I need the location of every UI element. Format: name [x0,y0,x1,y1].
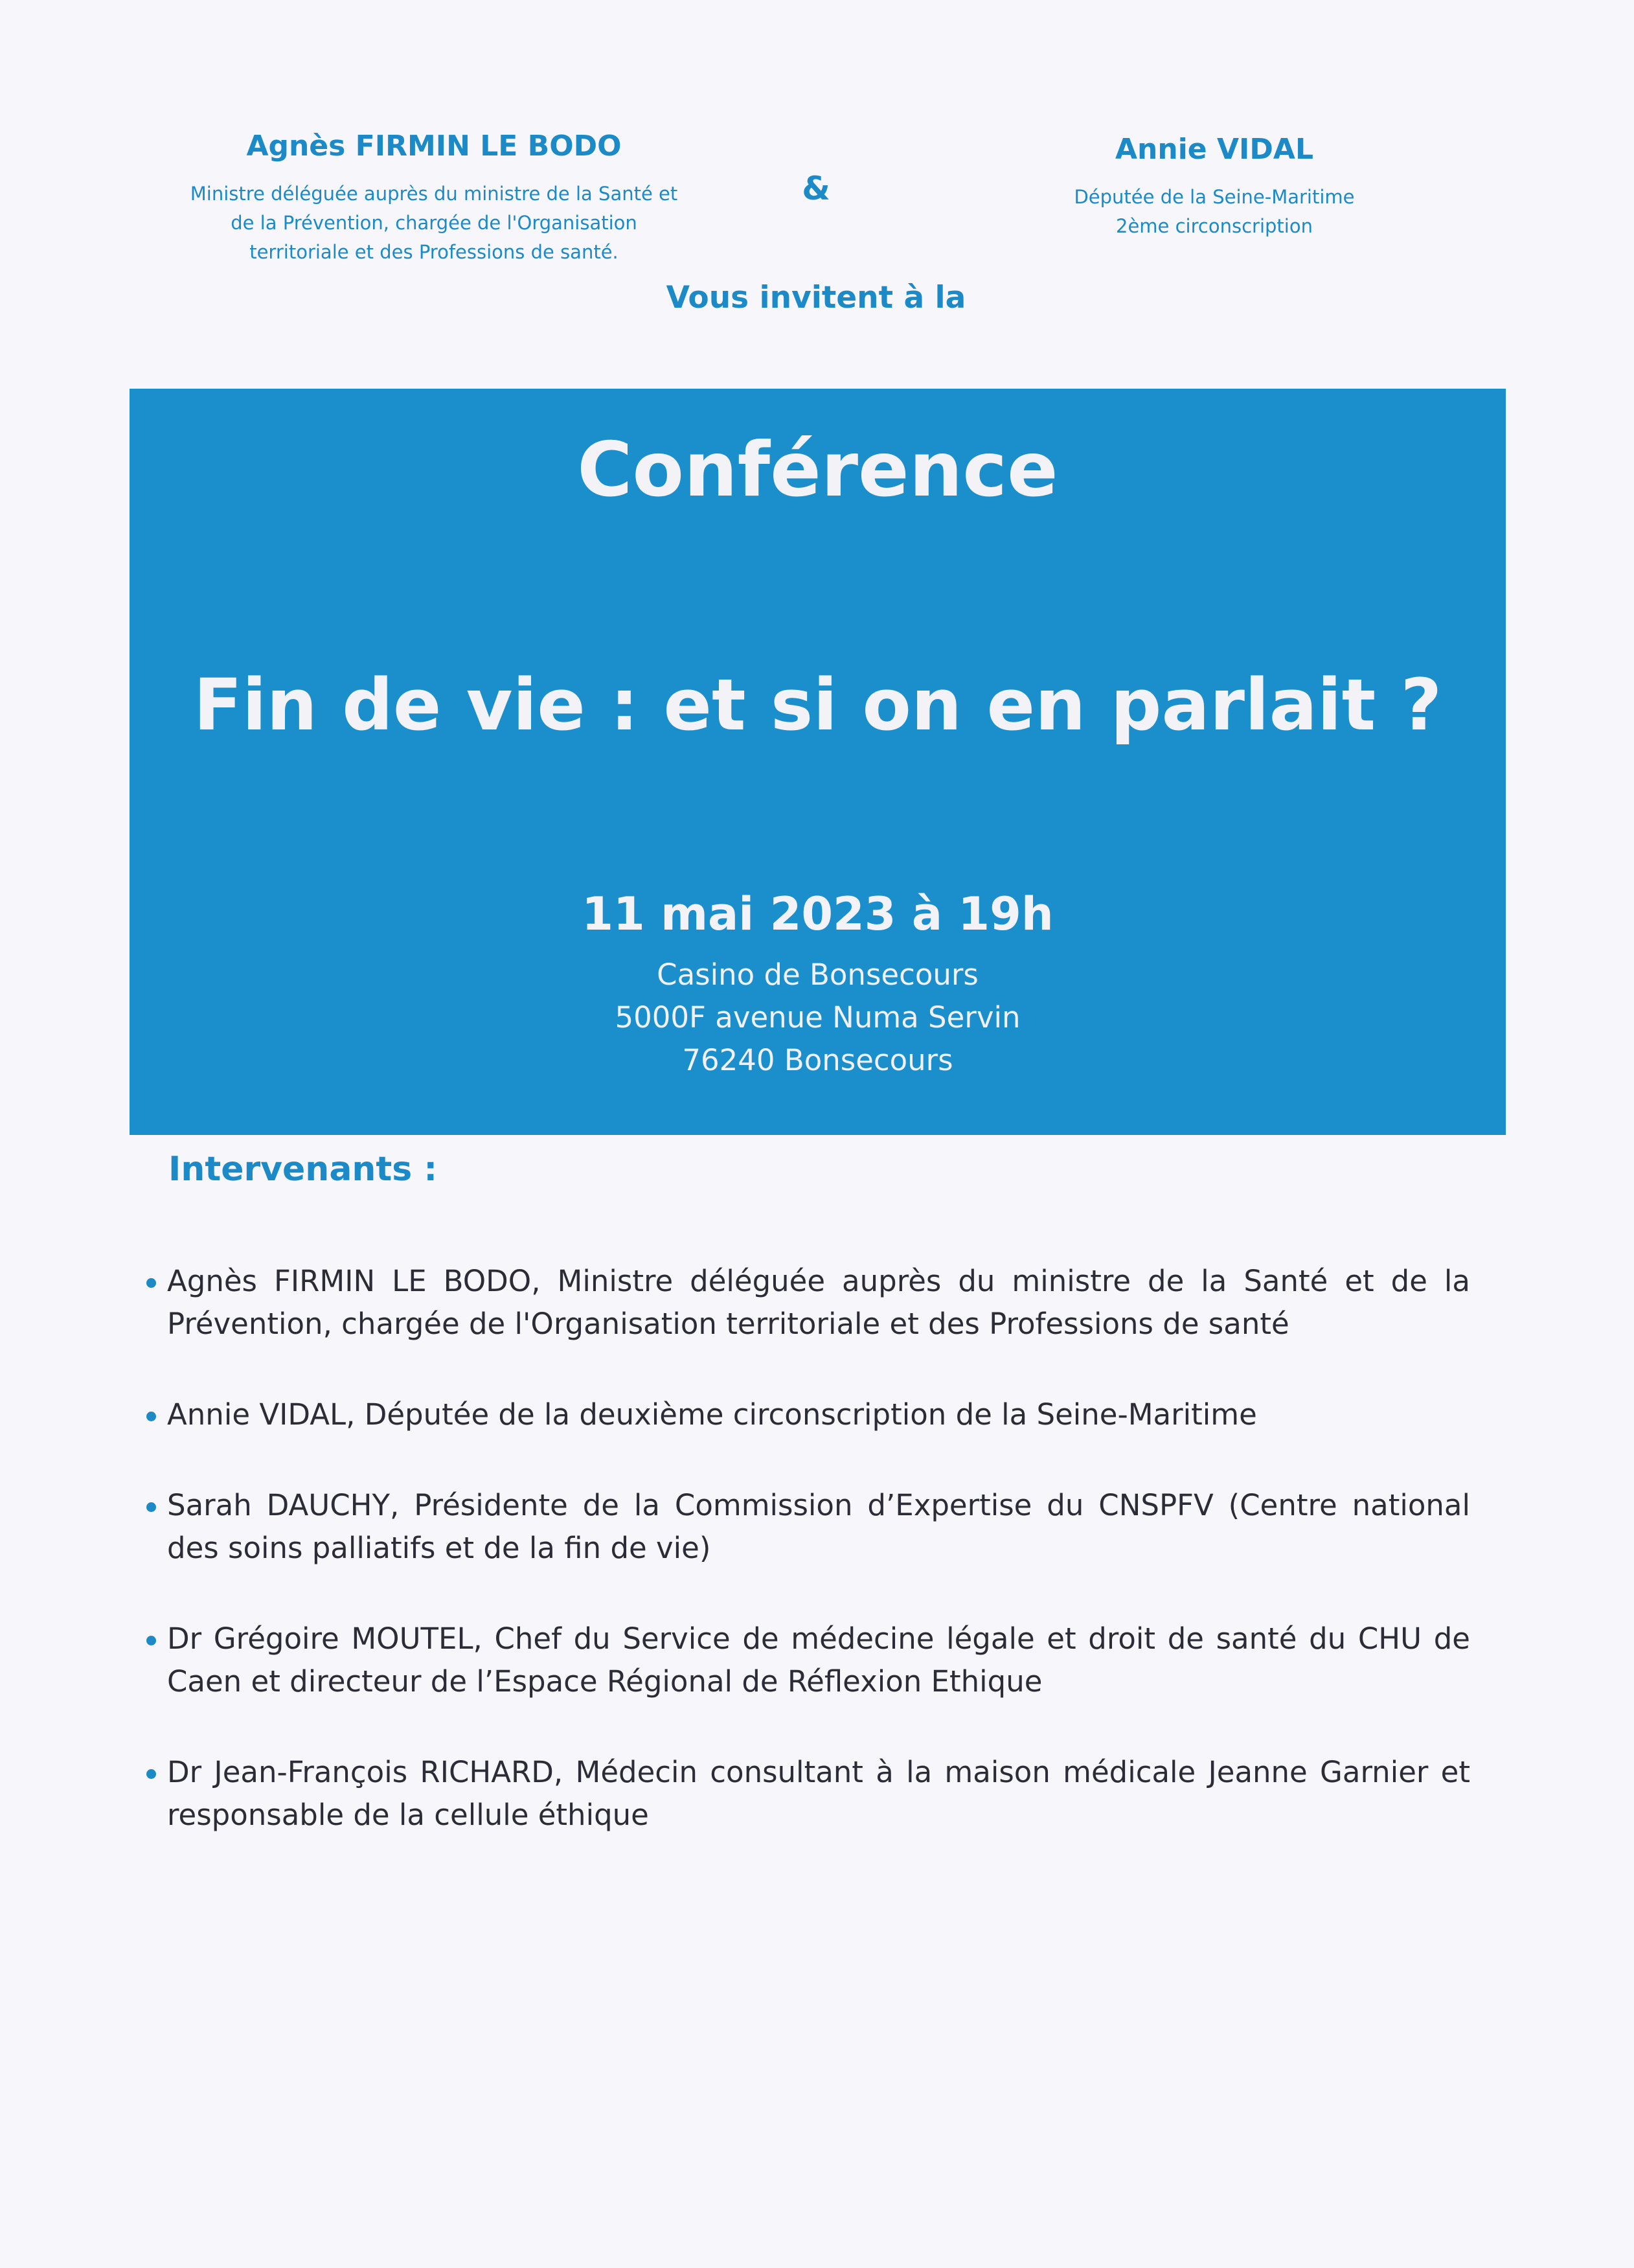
banner-venue-line: 76240 Bonsecours [682,1043,953,1077]
ampersand: & [802,170,830,207]
speaker-list [142,1260,1470,1884]
speaker-item [142,1618,1470,1703]
host-right-role [1001,183,1428,241]
speaker-text: Agnès FIRMIN LE BODO, Ministre déléguée auprès du ministre de la Santé et de la Prévention, chargée de l'Organisation territoriale et des Professions de santé [167,1264,1470,1341]
conference-banner [130,389,1506,1135]
speaker-item [142,1484,1470,1570]
host-right-role-line: Députée de la Seine-Maritime [1074,186,1355,208]
speaker-text: Dr Grégoire MOUTEL, Chef du Service de médecine légale et droit de santé du CHU de Caen et directeur de l’Espace Régional de Réflexion Ethique [167,1621,1470,1699]
speaker-text: Dr Jean-François RICHARD, Médecin consultant à la maison médicale Jeanne Garnier et responsable de la cellule éthique [167,1755,1470,1832]
speaker-text: Annie VIDAL, Députée de la deuxième circonscription de la Seine-Maritime [167,1397,1257,1432]
host-right-role-line: 2ème circonscription [1116,215,1313,237]
host-left-role-line: territoriale et des Professions de santé. [249,241,618,263]
banner-venue-line: 5000F avenue Numa Servin [615,1000,1021,1035]
host-left-name: Agnès FIRMIN LE BODO [246,130,622,163]
host-right-name: Annie VIDAL [1115,133,1313,166]
banner-title: Fin de vie : et si on en parlait ? [193,663,1442,746]
bullet-icon [146,1412,156,1421]
speaker-item [142,1260,1470,1346]
speaker-item [142,1751,1470,1837]
host-left-role-line: de la Prévention, chargée de l'Organisation [231,212,637,234]
speaker-item [142,1393,1470,1436]
bullet-icon [146,1769,156,1779]
host-right [1001,133,1428,241]
banner-date: 11 mai 2023 à 19h [582,888,1054,941]
banner-event-type: Conférence [577,426,1058,514]
banner-venue-line: Casino de Bonsecours [657,957,979,992]
bullet-icon [146,1278,156,1288]
bullet-icon [146,1502,156,1512]
host-left [142,130,725,267]
invite-text: Vous invitent à la [666,280,966,315]
host-left-role-line: Ministre déléguée auprès du ministre de la Santé et [190,183,678,205]
bullet-icon [146,1636,156,1645]
host-left-role [142,179,725,267]
speaker-text: Sarah DAUCHY, Présidente de la Commission d’Expertise du CNSPFV (Centre national des soins palliatifs et de la fin de vie) [167,1488,1470,1565]
speakers-heading: Intervenants : [168,1150,438,1189]
